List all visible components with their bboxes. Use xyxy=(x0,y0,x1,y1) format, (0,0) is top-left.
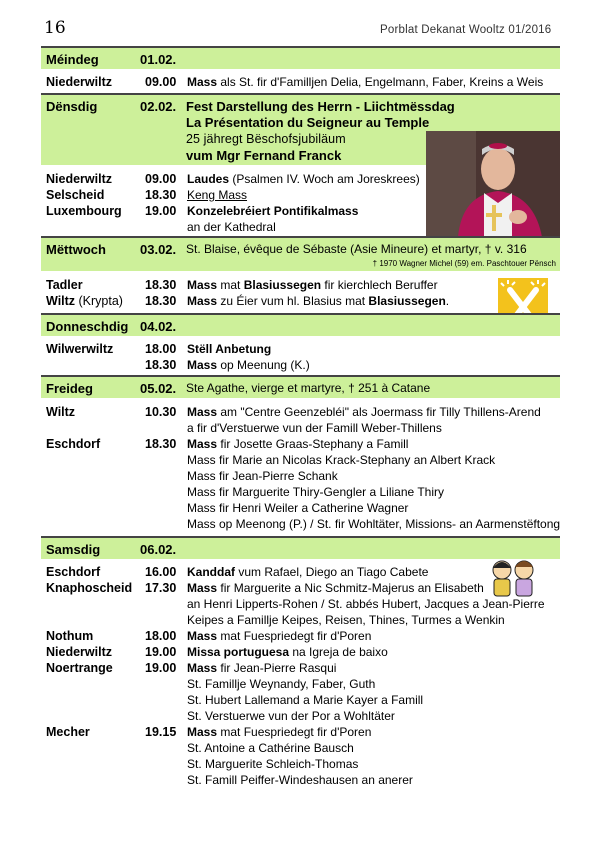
entry-desc: Laudes (Psalmen IV. Woch am Joreskrees) xyxy=(187,172,420,186)
page-number: 16 xyxy=(44,18,66,38)
day-date: 02.02. xyxy=(140,99,177,114)
entry-time: 09.00 xyxy=(145,172,177,186)
entry-desc: Mass fir Marguerite Thiry-Gengler a Liliane Thiry xyxy=(187,485,444,499)
entry-desc: Mass op Meenung (K.) xyxy=(187,358,310,372)
entry-place: Wilwerwiltz xyxy=(46,342,114,356)
entry-desc: Konzelebréiert Pontifikalmass xyxy=(187,204,359,218)
jubilee-line: vum Mgr Fernand Franck xyxy=(186,148,342,163)
entry-time: 19.00 xyxy=(145,661,177,675)
day-header-monday xyxy=(41,48,560,69)
entry-time: 18.30 xyxy=(145,358,177,372)
entry-time: 18.30 xyxy=(145,294,177,308)
entry-time: 16.00 xyxy=(145,565,177,579)
entry-time: 18.30 xyxy=(145,188,177,202)
entry-desc: Mass als St. fir d'Familljen Delia, Engelmann, Faber, Kreins a Weis xyxy=(187,75,544,89)
entry-desc: Mass fir Marie an Nicolas Krack-Stephany an Albert Krack xyxy=(187,453,496,467)
entry-desc: Keng Mass xyxy=(187,188,248,202)
entry-desc: St. Famillje Weynandy, Faber, Guth xyxy=(187,677,376,691)
entry-desc: St. Famill Peiffer-Windeshausen an anerer xyxy=(187,773,413,787)
entry-desc: Mass mat Fuespriedegt fir d'Poren xyxy=(187,629,372,643)
entry-place: Luxembourg xyxy=(46,204,122,218)
entry-desc: Mass fir Jean-Pierre Schank xyxy=(187,469,338,483)
entry-desc: Stëll Anbetung xyxy=(187,342,272,356)
day-header-wednesday xyxy=(41,238,560,271)
entry-desc: an der Kathedral xyxy=(187,220,276,234)
day-name: Mëttwoch xyxy=(46,242,106,257)
entry-time: 19.00 xyxy=(145,204,177,218)
entry-place: Wiltz (Krypta) xyxy=(46,294,123,308)
entry-time: 18.00 xyxy=(145,342,177,356)
day-name: Méindeg xyxy=(46,52,99,67)
day-date: 06.02. xyxy=(140,542,177,557)
jubilee-line: 25 jähregt Bëschofsjubiläum xyxy=(186,132,346,146)
entry-desc: Mass op Meenong (P.) / St. fir Wohltäter, Missions- an Aarmenstëftong xyxy=(187,517,561,531)
entry-time: 18.30 xyxy=(145,278,177,292)
day-name: Donneschdig xyxy=(46,319,129,334)
day-header-saturday xyxy=(41,538,560,559)
entry-place: Tadler xyxy=(46,278,83,292)
entry-desc: Kanddaf vum Rafael, Diego an Tiago Cabete xyxy=(187,565,429,579)
entry-desc: Mass am "Centre Geenzebléi" als Joermass fir Tilly Thillens-Arend xyxy=(187,405,541,419)
entry-desc: St. Antoine a Cathérine Bausch xyxy=(187,741,354,755)
entry-desc: a fir d'Verstuerwe vun der Famill Weber-Thillens xyxy=(187,421,442,435)
entry-place: Wiltz xyxy=(46,405,76,419)
day-title: Fest Darstellung des Herrn - Liichtmëssdag xyxy=(186,99,455,114)
entry-time: 19.00 xyxy=(145,645,177,659)
entry-desc: Mass mat Blasiussegen fir kierchlech Beruffer xyxy=(187,278,438,292)
day-name: Dënsdig xyxy=(46,99,98,114)
entry-desc: Mass mat Fuespriedegt fir d'Poren xyxy=(187,725,372,739)
entry-place: Selscheid xyxy=(46,188,105,202)
entry-place: Eschdorf xyxy=(46,565,101,579)
day-date: 01.02. xyxy=(140,52,177,67)
entry-place: Niederwiltz xyxy=(46,645,112,659)
entry-time: 18.00 xyxy=(145,629,177,643)
day-name: Samsdig xyxy=(46,542,101,557)
entry-time: 10.30 xyxy=(145,405,177,419)
entry-time: 19.15 xyxy=(145,725,177,739)
entry-place: Knaphoscheid xyxy=(46,581,133,595)
entry-place: Niederwiltz xyxy=(46,172,112,186)
entry-place: Noertrange xyxy=(46,661,113,675)
entry-desc: Mass fir Marguerite a Nic Schmitz-Majerus an Elisabeth xyxy=(187,581,484,595)
children-icon xyxy=(484,558,544,598)
entry-desc: Mass zu Éier vum hl. Blasius mat Blasiussegen. xyxy=(187,294,450,308)
day-date: 05.02. xyxy=(140,381,177,396)
day-title: Ste Agathe, vierge et martyre, † 251 à Catane xyxy=(186,381,431,395)
day-note: † 1970 Wagner Michel (59) em. Paschtouer Pënsch xyxy=(372,259,556,268)
day-title: St. Blaise, évêque de Sébaste (Asie Mineure) et martyr, † v. 316 xyxy=(186,242,527,256)
day-header-thursday xyxy=(41,315,560,336)
day-date: 03.02. xyxy=(140,242,177,257)
entry-desc: Mass fir Josette Graas-Stephany a Famill xyxy=(187,437,409,451)
entry-place: Nothum xyxy=(46,629,94,643)
entry-desc: Mass fir Henri Weiler a Catherine Wagner xyxy=(187,501,409,515)
day-name: Freideg xyxy=(46,381,93,396)
day-header-friday xyxy=(41,377,560,398)
entry-place: Eschdorf xyxy=(46,437,101,451)
entry-desc: St. Marguerite Schleich-Thomas xyxy=(187,757,359,771)
entry-desc: Missa portuguesa na Igreja de baixo xyxy=(187,645,388,659)
entry-place: Niederwiltz xyxy=(46,75,112,89)
entry-time: 18.30 xyxy=(145,437,177,451)
entry-place: Mecher xyxy=(46,725,90,739)
bishop-photo xyxy=(426,131,560,237)
entry-desc: St. Verstuerwe vun der Por a Wohltäter xyxy=(187,709,395,723)
entry-time: 09.00 xyxy=(145,75,177,89)
day-date: 04.02. xyxy=(140,319,177,334)
day-subtitle: La Présentation du Seigneur au Temple xyxy=(186,115,430,130)
entry-desc: St. Hubert Lallemand a Marie Kayer a Famill xyxy=(187,693,424,707)
entry-desc: an Henri Lipperts-Rohen / St. abbés Hubert, Jacques a Jean-Pierre xyxy=(187,597,545,611)
entry-desc: Keipes a Famillje Keipes, Reisen, Thines, Turmes a Wenkin xyxy=(187,613,505,627)
entry-desc: Mass fir Jean-Pierre Rasqui xyxy=(187,661,337,675)
entry-time: 17.30 xyxy=(145,581,177,595)
issue-label: Porblat Dekanat Wooltz 01/2016 xyxy=(380,24,552,36)
